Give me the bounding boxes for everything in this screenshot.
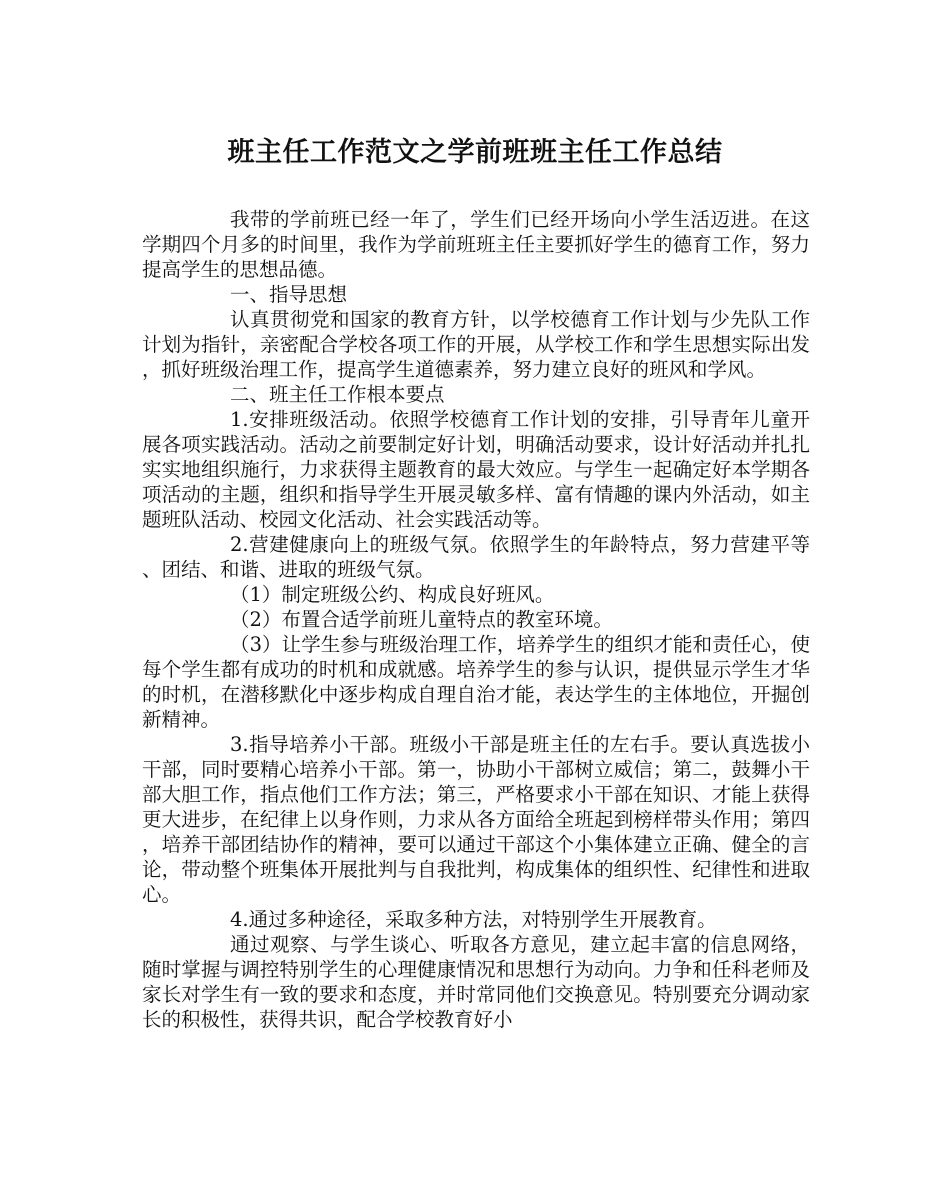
body-paragraph: 认真贯彻党和国家的教育方针，以学校德育工作计划与少先队工作计划为指针，亲密配合学校各项工作的开展，从学校工作和学生思想实际出发，抓好班级治理工作，提高学生道德素养，努力建立良好的班风和学风。 [142, 308, 810, 381]
body-paragraph: 4.通过多种途径，采取多种方法，对特别学生开展教育。 [230, 908, 717, 931]
body-paragraph: 通过观察、与学生谈心、听取各方意见，建立起丰富的信息网络，随时掌握与调控特别学生的心理健康情况和思想行为动向。力争和任科老师及家长对学生有一致的要求和态度，并时常同他们交换意见。特别要充分调动家长的积极性，获得共识，配合学校教育好小 [142, 933, 810, 1031]
list-item: （2）布置合适学前班儿童特点的教室环境。 [230, 608, 613, 631]
list-item: （3）让学生参与班级治理工作，培养学生的组织才能和责任心，使每个学生都有成功的时机和成就感。培养学生的参与认识，提供显示学生才华的时机，在潜移默化中逐步构成自理自治才能，表达学生的主体地位，开掘创新精神。 [142, 633, 810, 731]
document-title: 班主任工作范文之学前班班主任工作总结 [227, 137, 723, 168]
body-paragraph: 2.营建健康向上的班级气氛。依照学生的年龄特点，努力营建平等、团结、和谐、进取的班级气氛。 [142, 533, 810, 581]
document-body [142, 207, 810, 1032]
list-item: （1）制定班级公约、构成良好班风。 [230, 583, 555, 606]
body-paragraph: 3.指导培养小干部。班级小干部是班主任的左右手。要认真选拔小干部，同时要精心培养小干部。第一，协助小干部树立威信；第二，鼓舞小干部大胆工作，指点他们工作方法；第三，严格要求小干部在知识、才能上获得更大进步，在纪律上以身作则，力求从各方面给全班起到榜样带头作用；第四，培养干部团结协作的精神，要可以通过干部这个小集体建立正确、健全的言论，带动整个班集体开展批判与自我批判，构成集体的组织性、纪律性和进取心。 [142, 733, 810, 906]
section-heading: 二、班主任工作根本要点 [230, 383, 445, 406]
section-heading: 一、指导思想 [230, 283, 348, 306]
body-paragraph: 1.安排班级活动。依照学校德育工作计划的安排，引导青年儿童开展各项实践活动。活动之前要制定好计划，明确活动要求，设计好活动并扎扎实实地组织施行，力求获得主题教育的最大效应。与学生一起确定好本学期各项活动的主题，组织和指导学生开展灵敏多样、富有情趣的课内外活动，如主题班队活动、校园文化活动、社会实践活动等。 [142, 408, 810, 531]
intro-paragraph: 我带的学前班已经一年了，学生们已经开场向小学生活迈进。在这学期四个月多的时间里，我作为学前班班主任主要抓好学生的德育工作，努力提高学生的思想品德。 [142, 208, 810, 281]
